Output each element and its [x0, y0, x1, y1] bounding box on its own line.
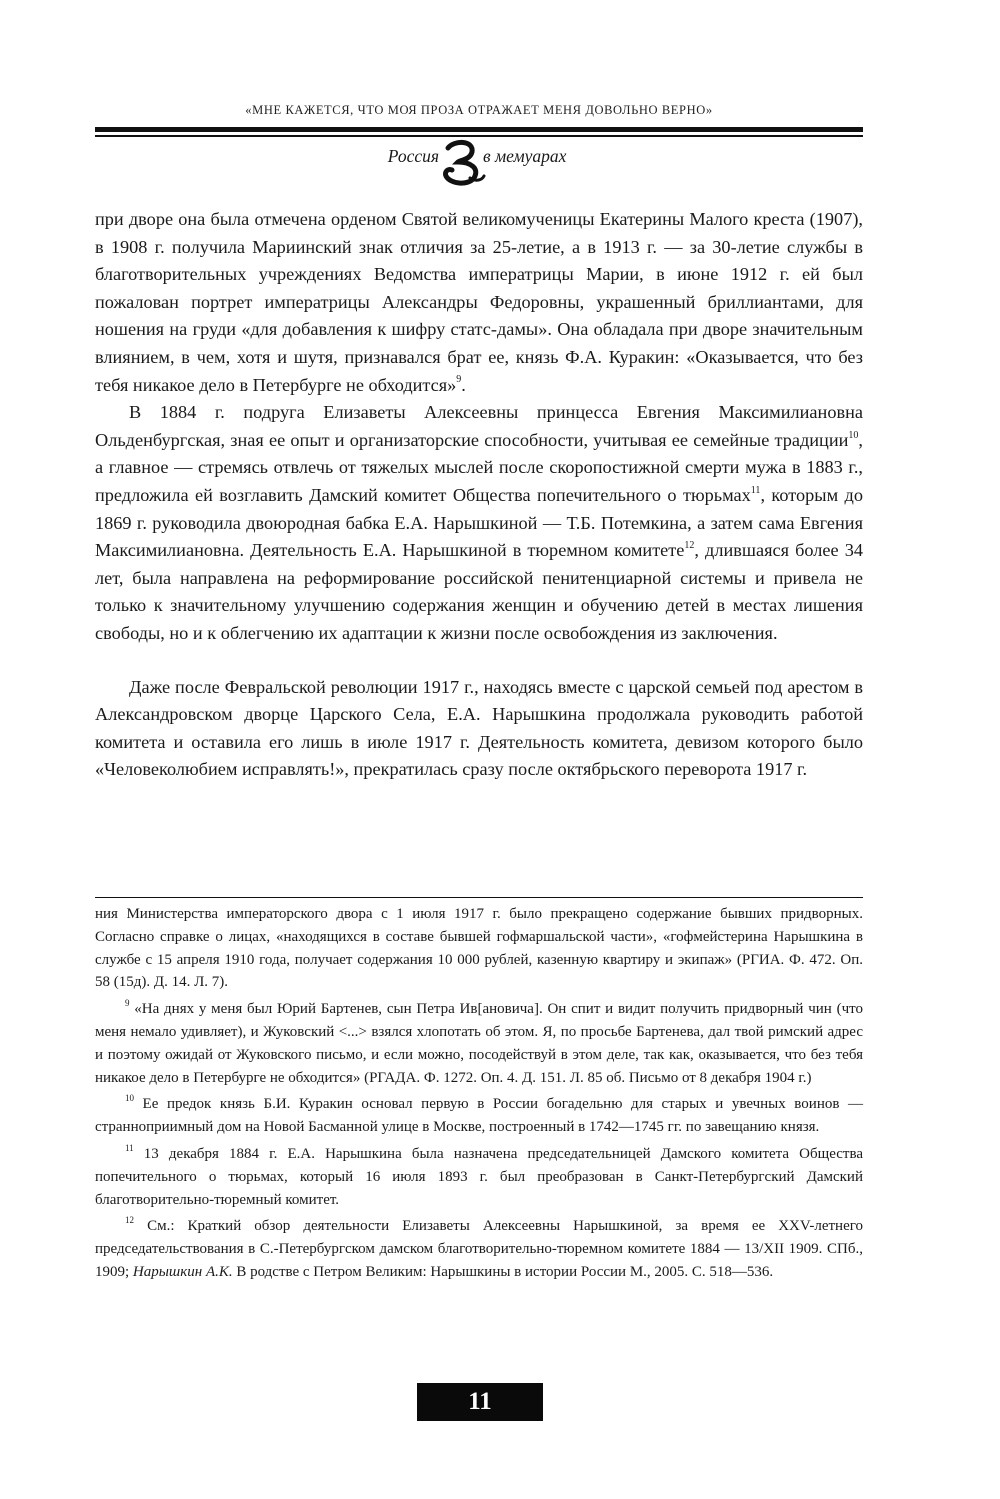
- footnote-9-number: 9: [125, 998, 130, 1009]
- paragraph-3: Даже после Февральской революции 1917 г., находясь вместе с царской семьей под арестом в Александровском дворце Царского Села, Е.А. Нарышкина продолжала руководить работой комитета и оставила его лишь в июле 1917 г. Деятельность комитета, девизом которого было «Человеколюбием исправлять!», прекратилась сразу после октябрьского переворота 1917 г.: [95, 676, 863, 780]
- paragraph-2: [95, 399, 863, 647]
- running-title: «МНЕ КАЖЕТСЯ, ЧТО МОЯ ПРОЗА ОТРАЖАЕТ МЕНЯ ДОВОЛЬНО ВЕРНО»: [245, 103, 713, 117]
- paragraph-1-end: .: [461, 374, 466, 395]
- footnote-rule: [95, 897, 863, 898]
- footnote-ref-10[interactable]: 10: [848, 429, 859, 441]
- footnote-11-number: 11: [125, 1142, 134, 1153]
- footnote-11-text: 13 декабря 1884 г. Е.А. Нарышкина была назначена председательницей Дамского комитета Общества попечительного о тюрьмах, который 16 июля 1893 г. был преобразован в Санкт-Петербургский Дамский благотворительно-тюремный комитет.: [95, 1145, 863, 1208]
- footnote-11: [95, 1143, 863, 1211]
- footnote-12-author: Нарышкин А.К.: [132, 1263, 233, 1280]
- ornament-icon: [440, 138, 486, 186]
- series-emblem: [95, 142, 863, 184]
- footnote-9: [95, 998, 863, 1089]
- footnote-ref-12[interactable]: 12: [684, 540, 695, 552]
- paragraph-1-text: при дворе она была отмечена орденом Святой великомученицы Екатерины Малого креста (1907), в 1908 г. получила Мариинский знак отличия за 25-летие, а в 1913 г. — за 30-летие службы в благотворительных учреждениях Ведомства императрицы Марии, в июне 1912 г. ей был пожалован портрет императрицы Александры Федоровны, украшенный бриллиантами, для ношения на груди «для добавления к шифру статс-дамы». Она обладала при дворе значительным влиянием, в чем, хотя и шутя, признавался брат ее, князь Ф.А. Куракин: «Оказывается, что без тебя никакое дело в Петербурге не обходится»: [95, 209, 863, 395]
- footnote-10-number: 10: [125, 1093, 134, 1104]
- header-rule-thick: [95, 127, 863, 132]
- footnote-12-text-b: В родстве с Петром Великим: Нарышкины в истории России М., 2005. С. 518—536.: [232, 1263, 774, 1280]
- header-rule-thin: [95, 135, 863, 137]
- footnote-10: [95, 1093, 863, 1139]
- paragraph-1: [95, 206, 863, 399]
- footnote-9-text: «На днях у меня был Юрий Бартенев, сын Петра Ив[ановича]. Он спит и видит получить придворный чин (что меня немало удивляет), и Жуковский <...> взялся хлопотать об этом. Я, по просьбе Бартенева, дал твой римский адрес и поэтому ожидай от Жуковского письмо, и если можно, посодействуй в этом деле, так как, оказывается, что без тебя никакое дело в Петербурге не обходится» (РГАДА. Ф. 1272. Оп. 4. Д. 151. Л. 85 об. Письмо от 8 декабря 1904 г.): [95, 1001, 863, 1086]
- series-title-left: Россия: [387, 146, 439, 166]
- footnote-ref-11[interactable]: 11: [750, 484, 761, 496]
- footnote-12: [95, 1215, 863, 1283]
- footnote-continued: ния Министерства императорского двора с 1 июля 1917 г. было прекращено содержание бывших придворных. Согласно справке о лицах, «находящихся в составе бывшей гофмаршальской части», «гофмейстерина Нарышкина в службе с 15 апреля 1910 года, получает содержания 10 000 рублей, казенную квартиру и экипаж» (РГИА. Ф. 472. Оп. 58 (15д). Д. 14. Л. 7).: [95, 906, 863, 991]
- series-title-right: в мемуарах: [483, 146, 567, 166]
- paragraph-2-text-a: В 1884 г. подруга Елизаветы Алексеевны принцесса Евгения Максимилиановна Ольденбургская, зная ее опыт и организаторские способности, учитывая ее семейные традиции: [95, 402, 863, 450]
- footnotes: [95, 903, 863, 1288]
- paragraph-2-text-d: , длившаяся более 34 лет, была направлена на реформирование российской пенитенциарной системы и привела не только к значительному улучшению содержания женщин и обучению детей в местах лишения свободы, но и к облегчению их адаптации к жизни после освобождения из заключения.: [95, 540, 864, 643]
- footnote-ref-9[interactable]: 9: [456, 374, 462, 386]
- footnote-10-text: Ее предок князь Б.И. Куракин основал первую в России богадельню для старых и увечных воинов — странноприимный дом на Новой Басманной улице в Москве, построенный в 1742—1745 гг. по завещанию князя.: [95, 1096, 863, 1136]
- footnote-12-text-a: См.: Краткий обзор деятельности Елизаветы Алексеевны Нарышкиной, за время ее XXV-летнего председательствования в С.-Петербургском дамском благотворительно-тюремном комитете 1884 — 13/XII 1909. СПб., 1909;: [95, 1218, 863, 1280]
- paragraph-2-text-c: , которым до 1869 г. руководила двоюродная бабка Е.А. Нарышкиной — Т.Б. Потемкина, а затем сама Евгения Максимилиановна. Деятельность Е.А. Нарышкиной в тюремном комитете: [95, 484, 864, 561]
- footnote-12-number: 12: [125, 1215, 134, 1226]
- page-number: 11: [417, 1383, 543, 1421]
- paragraph-2-text-b: , а главное — стремясь отвлечь от тяжелых мыслей после скоропостижной смерти мужа в 1883 г., предложила ей возглавить Дамский комитет Общества попечительного о тюрьмах: [95, 429, 863, 505]
- main-text: [95, 206, 863, 784]
